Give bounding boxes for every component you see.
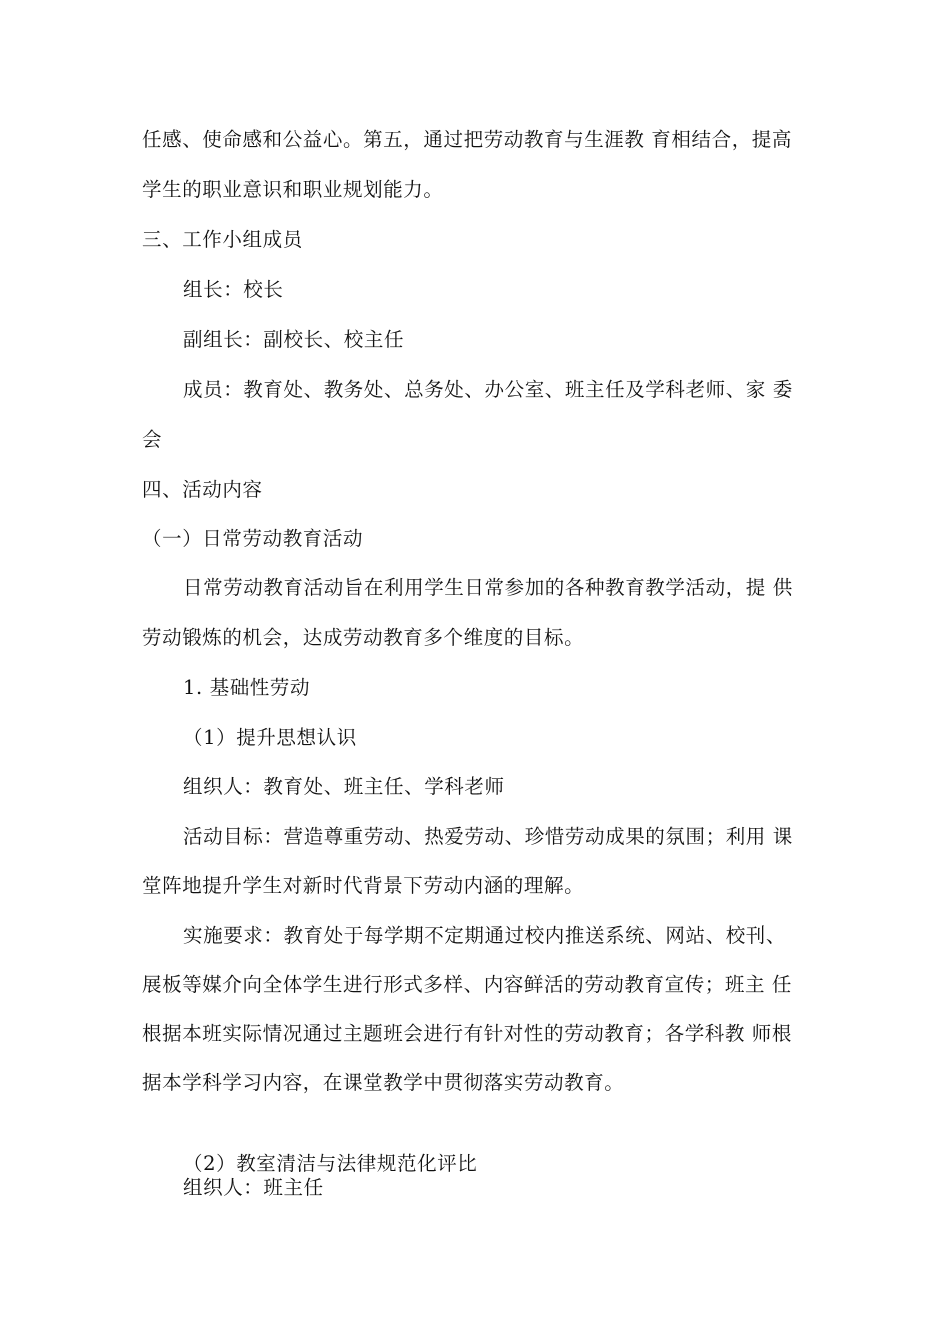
text-line: 劳动锻炼的机会，达成劳动教育多个维度的目标。 bbox=[142, 626, 585, 649]
text-line: 组织人：班主任 bbox=[183, 1176, 324, 1199]
text-line: 任感、使命感和公益心。第五，通过把劳动教育与生涯教 育相结合，提高 bbox=[142, 128, 792, 151]
text-line: 展板等媒介向全体学生进行形式多样、内容鲜活的劳动教育宣传；班主 任 bbox=[142, 973, 792, 996]
list-item-heading: 1. 基础性劳动 bbox=[183, 676, 311, 699]
text-line: 组长：校长 bbox=[183, 278, 284, 301]
text-line: 副组长：副校长、校主任 bbox=[183, 328, 405, 351]
subsection-heading: （一）日常劳动教育活动 bbox=[142, 527, 364, 550]
text-line: 堂阵地提升学生对新时代背景下劳动内涵的理解。 bbox=[142, 874, 585, 897]
text-line: 成员：教育处、教务处、总务处、办公室、班主任及学科老师、家 委 bbox=[183, 378, 793, 401]
section-heading: 四、活动内容 bbox=[142, 478, 263, 501]
text-line: 据本学科学习内容，在课堂教学中贯彻落实劳动教育。 bbox=[142, 1071, 625, 1094]
text-line: 根据本班实际情况通过主题班会进行有针对性的劳动教育；各学科教 师根 bbox=[142, 1022, 792, 1045]
text-line: 实施要求：教育处于每学期不定期通过校内推送系统、网站、校刊、 bbox=[183, 924, 787, 947]
text-line: 活动目标：营造尊重劳动、热爱劳动、珍惜劳动成果的氛围；利用 课 bbox=[183, 825, 793, 848]
list-item-heading: （1）提升思想认识 bbox=[183, 726, 357, 749]
section-heading: 三、工作小组成员 bbox=[142, 228, 303, 251]
list-item-heading: （2）教室清洁与法律规范化评比 bbox=[183, 1152, 478, 1175]
text-line: 会 bbox=[142, 428, 163, 451]
text-line: 组织人：教育处、班主任、学科老师 bbox=[183, 775, 505, 798]
text-line: 学生的职业意识和职业规划能力。 bbox=[142, 178, 444, 201]
text-line: 日常劳动教育活动旨在利用学生日常参加的各种教育教学活动，提 供 bbox=[183, 576, 793, 599]
